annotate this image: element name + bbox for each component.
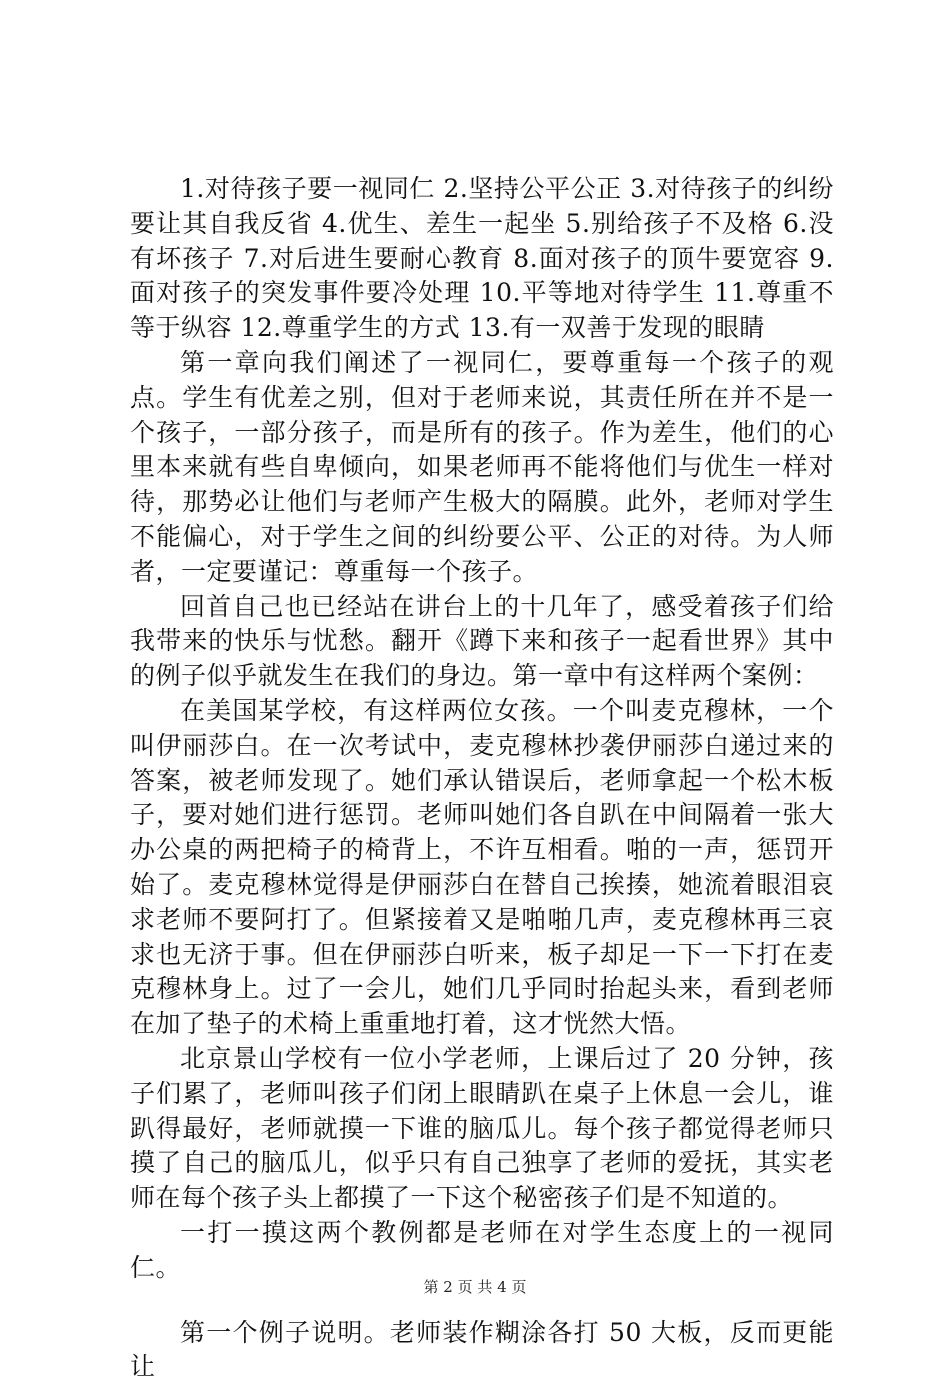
paragraph-chapter-one-summary: 第一章向我们阐述了一视同仁，要尊重每一个孩子的观点。学生有优差之别，但对于老师来说，其责任所在并不是一个孩子，一部分孩子，而是所有的孩子。作为差生，他们的心里本来就有些自卑倾向，如果老师再不能将他们与优生一样对待，那势必让他们与老师产生极大的隔膜。此外，老师对学生不能偏心，对于学生之间的纠纷要公平、公正的对待。为人师者，一定要谨记：尊重每一个孩子。 bbox=[130, 346, 834, 590]
document-body bbox=[130, 172, 834, 1385]
paragraph-case-one: 在美国某学校，有这样两位女孩。一个叫麦克穆林，一个叫伊丽莎白。在一次考试中，麦克穆林抄袭伊丽莎白递过来的答案，被老师发现了。她们承认错误后，老师拿起一个松木板子，要对她们进行惩罚。老师叫她们各自趴在中间隔着一张大办公桌的两把椅子的椅背上，不许互相看。啪的一声，惩罚开始了。麦克穆林觉得是伊丽莎白在替自己挨揍，她流着眼泪哀求老师不要阿打了。但紧接着又是啪啪几声，麦克穆林再三哀求也无济于事。但在伊丽莎白听来，板子却足一下一下打在麦克穆林身上。过了一会儿，她们几乎同时抬起头来，看到老师在加了垫子的术椅上重重地打着，这才恍然大悟。 bbox=[130, 694, 834, 1042]
page-footer: 第 2 页 共 4 页 bbox=[0, 1277, 950, 1297]
paragraph-conclusion: 一打一摸这两个教例都是老师在对学生态度上的一视同仁。 bbox=[130, 1216, 834, 1286]
paragraph-outline-list: 1.对待孩子要一视同仁 2.坚持公平公正 3.对待孩子的纠纷要让其自我反省 4.优生、差生一起坐 5.别给孩子不及格 6.没有坏孩子 7.对后进生要耐心教育 8.面对孩子的顶牛要宽容 9.面对孩子的突发事件要冷处理 10.平等地对待学生 11.尊重不等于纵容 12.尊重学生的方式 13.有一双善于发现的眼睛 bbox=[130, 172, 834, 346]
paragraph-first-example: 第一个例子说明。老师装作糊涂各打 50 大板，反而更能让 bbox=[130, 1316, 834, 1385]
paragraph-reflection: 回首自己也已经站在讲台上的十几年了，感受着孩子们给我带来的快乐与忧愁。翻开《蹲下来和孩子一起看世界》其中的例子似乎就发生在我们的身边。第一章中有这样两个案例： bbox=[130, 590, 834, 694]
paragraph-case-two: 北京景山学校有一位小学老师，上课后过了 20 分钟，孩子们累了，老师叫孩子们闭上眼睛趴在桌子上休息一会儿，谁趴得最好，老师就摸一下谁的脑瓜儿。每个孩子都觉得老师只摸了自己的脑瓜儿，似乎只有自己独享了老师的爱抚，其实老师在每个孩子头上都摸了一下这个秘密孩子们是不知道的。 bbox=[130, 1042, 834, 1216]
